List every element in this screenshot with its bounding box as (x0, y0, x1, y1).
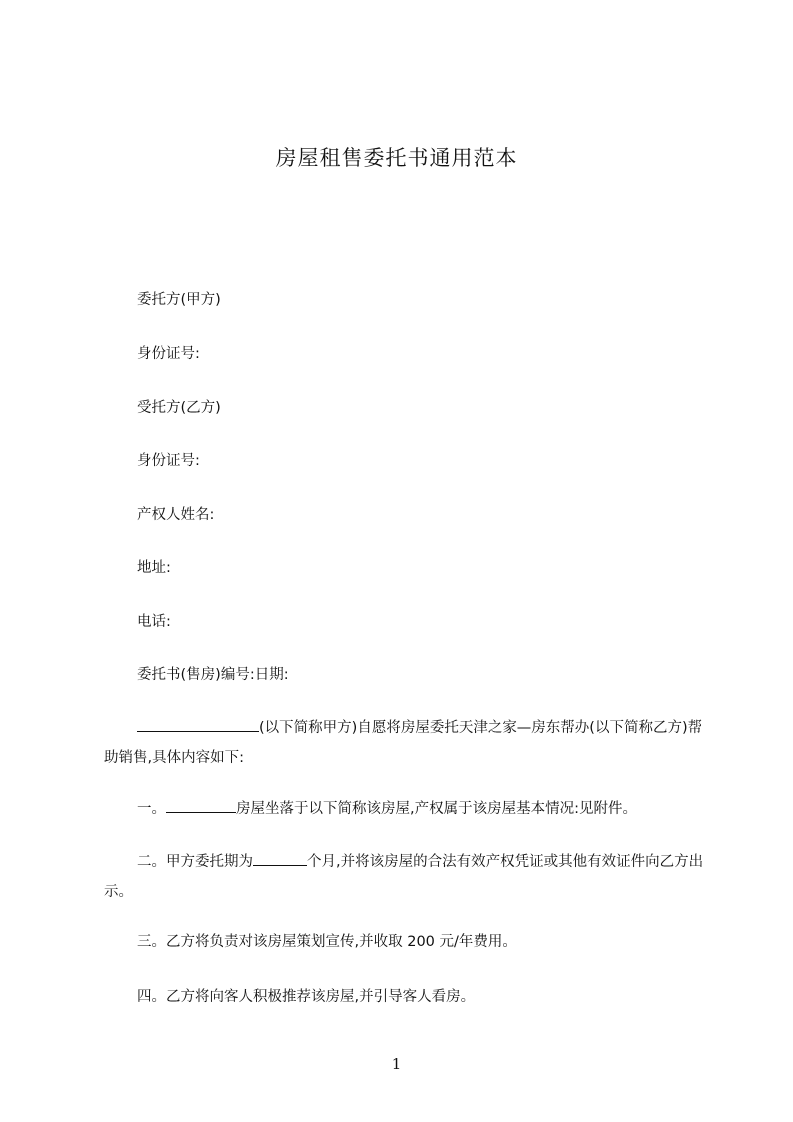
field-address: 地址: (137, 560, 171, 576)
document-title: 房屋租售委托书通用范本 (275, 146, 518, 170)
field-phone: 电话: (137, 614, 171, 630)
field-principal: 委托方(甲方) (137, 292, 221, 308)
clause-2-text: 个月,并将该房屋的合法有效产权凭证或其他有效证件向乙方出示。 (104, 854, 704, 900)
intro-paragraph (104, 713, 704, 773)
clause-3: 三。乙方将负责对该房屋策划宣传,并收取 200 元/年费用。 (137, 934, 517, 950)
clause-4: 四。乙方将向客人积极推荐该房屋,并引导客人看房。 (137, 989, 476, 1005)
field-agent-id: 身份证号: (137, 453, 200, 469)
blank-line (137, 717, 259, 732)
field-agent: 受托方(乙方) (137, 400, 221, 416)
field-principal-id: 身份证号: (137, 346, 200, 362)
clause-1-text: 房屋坐落于以下简称该房屋,产权属于该房屋基本情况:见附件。 (236, 801, 637, 817)
clause-2 (104, 847, 704, 907)
clause-2-prefix: 二。甲方委托期为 (137, 854, 253, 870)
blank-line (253, 851, 307, 866)
field-letter-number-date: 委托书(售房)编号:日期: (137, 667, 289, 683)
clause-1 (104, 794, 704, 824)
blank-line (166, 798, 236, 813)
intro-text: (以下简称甲方)自愿将房屋委托天津之家—房东帮办(以下简称乙方)帮助销售,具体内容如下: (104, 720, 703, 766)
clause-1-prefix: 一。 (137, 801, 166, 817)
field-owner-name: 产权人姓名: (137, 507, 215, 523)
page-number: 1 (391, 1055, 402, 1073)
